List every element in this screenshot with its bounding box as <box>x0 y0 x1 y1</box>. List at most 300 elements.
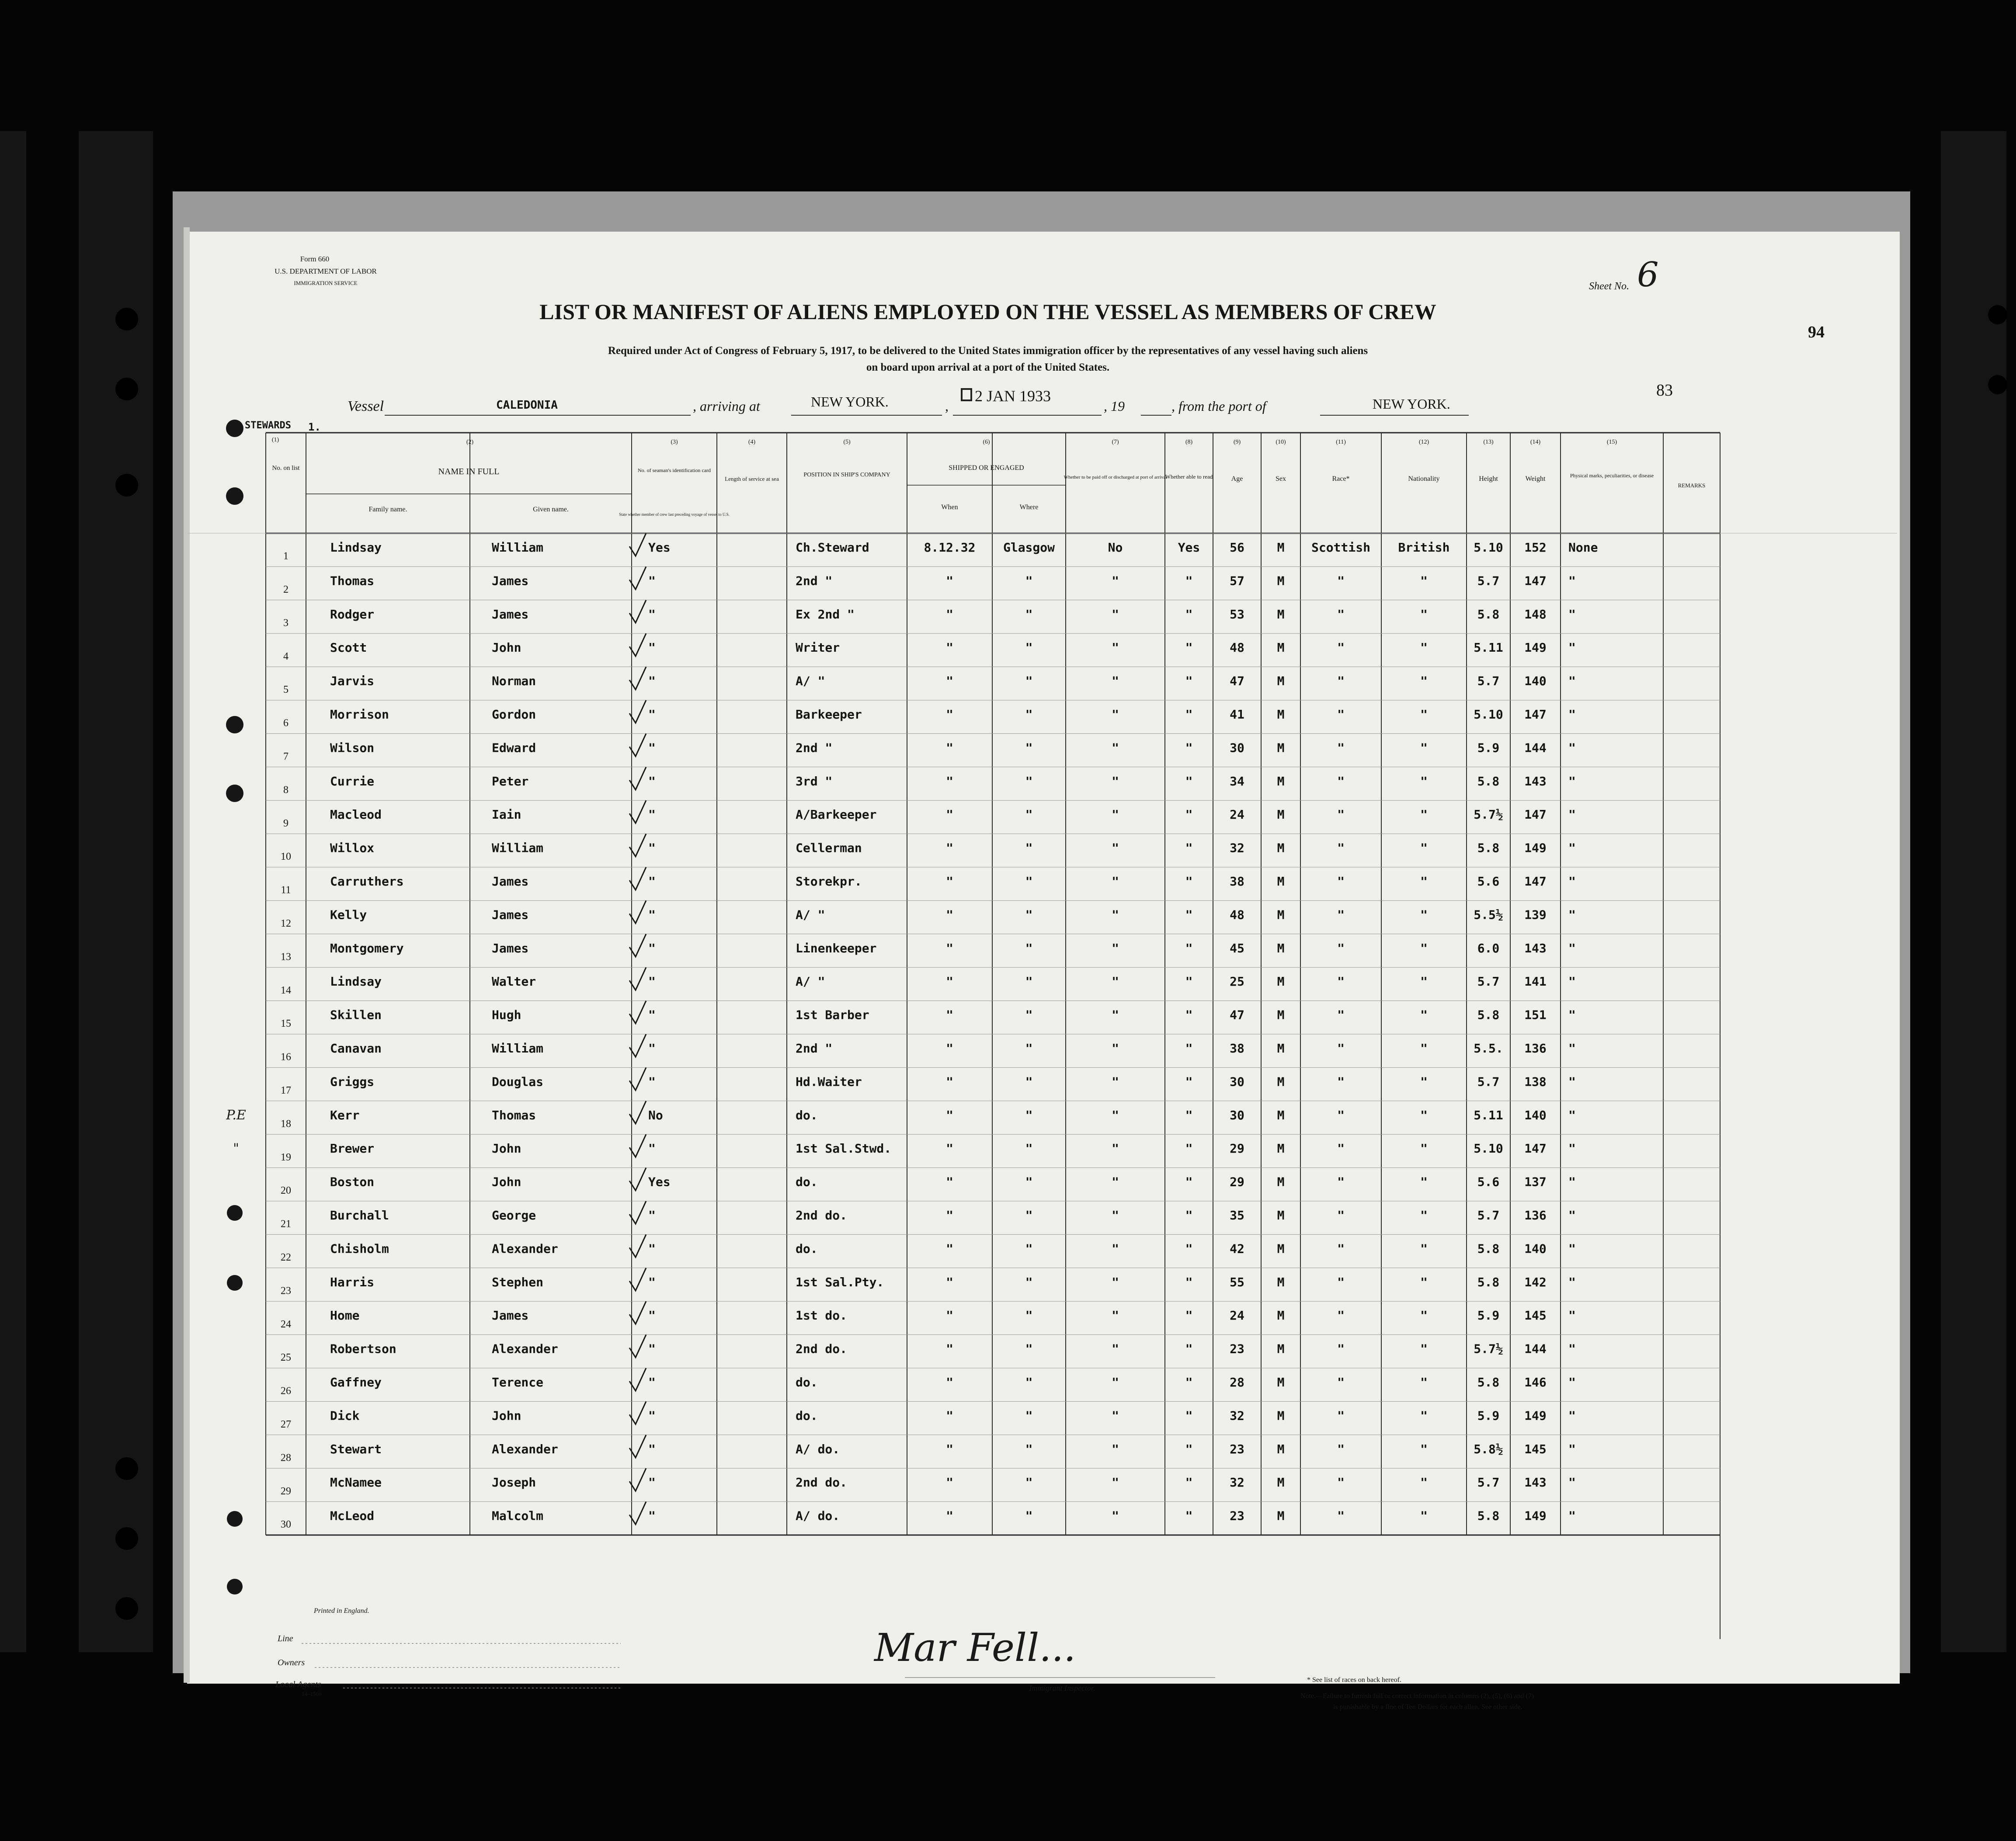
printed-in-note: Printed in England. <box>314 1607 369 1615</box>
cell-family: Scott <box>330 640 367 655</box>
cell-race: " <box>1337 640 1345 655</box>
cell-card: Yes <box>648 540 671 555</box>
cell-height: 6.0 <box>1477 941 1500 955</box>
cell-age: 45 <box>1230 941 1244 955</box>
col-3-note: State whether member of crew last preceding voyage of vessel to U.S. <box>619 512 730 517</box>
cell-card: " <box>648 807 656 822</box>
cell-card: " <box>648 740 656 755</box>
row-number: 7 <box>283 750 288 762</box>
row-number: 11 <box>281 884 291 896</box>
cell-card: " <box>648 1208 656 1223</box>
cell-paid: " <box>1112 1074 1119 1089</box>
cell-race: " <box>1337 774 1345 789</box>
cell-age: 35 <box>1230 1208 1244 1223</box>
stewards-number: 1. <box>308 421 321 433</box>
cell-when: " <box>946 1508 953 1523</box>
cell-race: " <box>1337 1508 1345 1523</box>
cell-position: Ex 2nd " <box>796 607 855 622</box>
cell-marks: " <box>1568 774 1576 789</box>
cell-marks: " <box>1568 1275 1576 1289</box>
cell-nationality: " <box>1420 841 1428 855</box>
cell-given: Walter <box>492 974 536 989</box>
cell-given: George <box>492 1208 536 1223</box>
cell-age: 48 <box>1230 907 1244 922</box>
cell-family: Gaffney <box>330 1375 382 1390</box>
cell-where: " <box>1025 1375 1033 1390</box>
cell-sex: M <box>1277 874 1285 889</box>
cell-age: 57 <box>1230 573 1244 588</box>
cell-age: 23 <box>1230 1341 1244 1356</box>
cell-where: " <box>1025 774 1033 789</box>
row-number: 27 <box>281 1418 291 1430</box>
cell-where: " <box>1025 1442 1033 1456</box>
cell-nationality: " <box>1420 1408 1428 1423</box>
cell-nationality: " <box>1420 1241 1428 1256</box>
cell-race: " <box>1337 1375 1345 1390</box>
cell-when: " <box>946 707 953 722</box>
col-6-number: (6) <box>983 439 990 445</box>
inspector-label: Immigrant Inspector. <box>1029 1684 1095 1692</box>
sheet-label: Sheet No. <box>1589 281 1629 292</box>
margin-page-number: 94 <box>1808 323 1825 341</box>
row-number: 15 <box>281 1018 291 1030</box>
cell-read: " <box>1185 740 1193 755</box>
cell-position: A/ " <box>796 907 825 922</box>
cell-weight: 140 <box>1524 1108 1547 1122</box>
cell-age: 56 <box>1230 540 1244 555</box>
cell-card: " <box>648 774 656 789</box>
cell-weight: 149 <box>1524 640 1547 655</box>
cell-height: 5.8 <box>1477 1508 1500 1523</box>
cell-family: Skillen <box>330 1007 382 1022</box>
col-14-number: (14) <box>1530 439 1541 445</box>
cell-nationality: " <box>1420 1007 1428 1022</box>
cell-race: " <box>1337 1241 1345 1256</box>
year-label: , 19 <box>1104 398 1125 414</box>
cell-given: Edward <box>492 740 536 755</box>
cell-when: " <box>946 1108 953 1122</box>
col-3-number: (3) <box>671 439 678 445</box>
cell-paid: " <box>1112 1508 1119 1523</box>
cell-position: Hd.Waiter <box>796 1074 862 1089</box>
cell-family: Kerr <box>330 1108 360 1122</box>
row-number: 30 <box>281 1519 291 1531</box>
col-9-number: (9) <box>1233 439 1241 445</box>
cell-given: Iain <box>492 807 521 822</box>
cell-read: " <box>1185 1341 1193 1356</box>
cell-family: Home <box>330 1308 360 1323</box>
cell-card: " <box>648 1475 656 1490</box>
cell-race: " <box>1337 1308 1345 1323</box>
cell-position: do. <box>796 1174 818 1189</box>
cell-given: James <box>492 907 529 922</box>
cell-marks: " <box>1568 1341 1576 1356</box>
cell-marks: " <box>1568 907 1576 922</box>
cell-paid: " <box>1112 1475 1119 1490</box>
cell-when: " <box>946 740 953 755</box>
col-6-label: SHIPPED OR ENGAGED <box>949 464 1024 472</box>
cell-paid: " <box>1112 1208 1119 1223</box>
cell-paid: " <box>1112 1408 1119 1423</box>
form-title: LIST OR MANIFEST OF ALIENS EMPLOYED ON THE VESSEL AS MEMBERS OF CREW <box>539 299 1436 324</box>
cell-given: Hugh <box>492 1007 521 1022</box>
cell-nationality: British <box>1398 540 1450 555</box>
cell-given: John <box>492 1141 521 1156</box>
cell-sex: M <box>1277 974 1285 989</box>
cell-read: " <box>1185 573 1193 588</box>
cell-paid: " <box>1112 1375 1119 1390</box>
cell-marks: " <box>1568 1174 1576 1189</box>
row-number: 26 <box>281 1385 291 1397</box>
col-14-label: Weight <box>1525 475 1546 483</box>
col-13-number: (13) <box>1483 439 1494 445</box>
cell-height: 5.7 <box>1477 974 1500 989</box>
cell-paid: " <box>1112 941 1119 955</box>
cell-sex: M <box>1277 1108 1285 1122</box>
cell-family: Griggs <box>330 1074 375 1089</box>
cell-marks: " <box>1568 1208 1576 1223</box>
cell-paid: " <box>1112 740 1119 755</box>
cell-position: A/ do. <box>796 1508 840 1523</box>
cell-height: 5.8 <box>1477 774 1500 789</box>
cell-when: " <box>946 674 953 688</box>
cell-paid: " <box>1112 974 1119 989</box>
cell-where: " <box>1025 1241 1033 1256</box>
cell-nationality: " <box>1420 1208 1428 1223</box>
cell-where: " <box>1025 674 1033 688</box>
cell-sex: M <box>1277 807 1285 822</box>
cell-card: No <box>648 1108 663 1122</box>
cell-height: 5.8 <box>1477 1275 1500 1289</box>
cell-read: " <box>1185 1108 1193 1122</box>
cell-sex: M <box>1277 1408 1285 1423</box>
cell-where: " <box>1025 1508 1033 1523</box>
cell-when: " <box>946 1074 953 1089</box>
cell-nationality: " <box>1420 640 1428 655</box>
cell-given: Stephen <box>492 1275 544 1289</box>
cell-family: Kelly <box>330 907 367 922</box>
cell-weight: 149 <box>1524 1408 1547 1423</box>
cell-height: 5.7 <box>1477 1074 1500 1089</box>
cell-paid: " <box>1112 607 1119 622</box>
cell-nationality: " <box>1420 1275 1428 1289</box>
cell-marks: " <box>1568 640 1576 655</box>
cell-when: " <box>946 640 953 655</box>
cell-nationality: " <box>1420 1141 1428 1156</box>
cell-when: " <box>946 607 953 622</box>
cell-sex: M <box>1277 740 1285 755</box>
col-7-number: (7) <box>1112 439 1119 445</box>
cell-height: 5.7 <box>1477 674 1500 688</box>
cell-paid: " <box>1112 1007 1119 1022</box>
cell-height: 5.9 <box>1477 1408 1500 1423</box>
cell-paid: " <box>1112 774 1119 789</box>
cell-given: Alexander <box>492 1442 558 1456</box>
remarks-label: REMARKS <box>1678 482 1706 489</box>
col-7-label: Whether to be paid off or discharged at port of arrival <box>1064 475 1167 480</box>
cell-weight: 144 <box>1524 1341 1547 1356</box>
cell-card: " <box>648 1041 656 1056</box>
cell-race: " <box>1337 1007 1345 1022</box>
cell-where: " <box>1025 1108 1033 1122</box>
cell-card: " <box>648 1408 656 1423</box>
cell-height: 5.9 <box>1477 1308 1500 1323</box>
cell-race: " <box>1337 1208 1345 1223</box>
cell-position: A/ " <box>796 974 825 989</box>
cell-race: " <box>1337 874 1345 889</box>
cell-age: 34 <box>1230 774 1244 789</box>
cell-weight: 152 <box>1524 540 1547 555</box>
cell-marks: " <box>1568 974 1576 989</box>
col-8-label: Whether able to read <box>1165 473 1213 480</box>
inspector-signature: Mar Fell... <box>874 1625 1076 1670</box>
cell-given: James <box>492 941 529 955</box>
cell-position: do. <box>796 1375 818 1390</box>
cell-paid: " <box>1112 874 1119 889</box>
cell-sex: M <box>1277 841 1285 855</box>
row-number: 23 <box>281 1285 291 1297</box>
cell-where: " <box>1025 907 1033 922</box>
row-number: 22 <box>281 1251 291 1263</box>
cell-race: " <box>1337 740 1345 755</box>
cell-nationality: " <box>1420 907 1428 922</box>
col-4-number: (4) <box>748 439 756 445</box>
cell-paid: " <box>1112 841 1119 855</box>
cell-card: " <box>648 707 656 722</box>
cell-age: 28 <box>1230 1375 1244 1390</box>
cell-nationality: " <box>1420 874 1428 889</box>
cell-race: " <box>1337 707 1345 722</box>
cell-where: " <box>1025 974 1033 989</box>
row-number: 8 <box>283 784 288 796</box>
cell-read: " <box>1185 1375 1193 1390</box>
cell-card: " <box>648 1508 656 1523</box>
cell-paid: " <box>1112 1275 1119 1289</box>
cell-card: " <box>648 1007 656 1022</box>
cell-nationality: " <box>1420 1341 1428 1356</box>
cell-read: " <box>1185 1241 1193 1256</box>
col-2-number: (2) <box>466 439 474 445</box>
cell-age: 47 <box>1230 1007 1244 1022</box>
cell-age: 23 <box>1230 1508 1244 1523</box>
cell-family: Rodger <box>330 607 375 622</box>
cell-age: 23 <box>1230 1442 1244 1456</box>
cell-when: " <box>946 1174 953 1189</box>
cell-marks: " <box>1568 707 1576 722</box>
cell-paid: " <box>1112 1174 1119 1189</box>
cell-family: Morrison <box>330 707 389 722</box>
cell-height: 5.10 <box>1474 540 1503 555</box>
row-number: 6 <box>283 717 288 729</box>
cell-nationality: " <box>1420 707 1428 722</box>
cell-weight: 147 <box>1524 573 1547 588</box>
races-note: * See list of races on back hereof. <box>1307 1676 1401 1684</box>
cell-where: " <box>1025 807 1033 822</box>
cell-weight: 147 <box>1524 807 1547 822</box>
cell-sex: M <box>1277 1442 1285 1456</box>
cell-marks: " <box>1568 874 1576 889</box>
arriving-label: , arriving at <box>693 398 760 414</box>
cell-given: Alexander <box>492 1341 558 1356</box>
cell-weight: 148 <box>1524 607 1547 622</box>
cell-where: " <box>1025 1141 1033 1156</box>
film-strip-right <box>1941 131 2006 1652</box>
cell-read: " <box>1185 707 1193 722</box>
cell-age: 41 <box>1230 707 1244 722</box>
cell-family: Lindsay <box>330 540 382 555</box>
cell-nationality: " <box>1420 573 1428 588</box>
cell-weight: 147 <box>1524 1141 1547 1156</box>
cell-age: 25 <box>1230 974 1244 989</box>
cell-given: Alexander <box>492 1241 558 1256</box>
cell-read: " <box>1185 640 1193 655</box>
cell-when: " <box>946 907 953 922</box>
cell-race: " <box>1337 1174 1345 1189</box>
cell-sex: M <box>1277 1341 1285 1356</box>
cell-weight: 147 <box>1524 707 1547 722</box>
cell-paid: No <box>1108 540 1123 555</box>
cell-height: 5.6 <box>1477 874 1500 889</box>
cell-race: " <box>1337 607 1345 622</box>
cell-race: " <box>1337 1108 1345 1122</box>
cell-read: " <box>1185 1275 1193 1289</box>
cell-position: 1st Sal.Stwd. <box>796 1141 892 1156</box>
cell-read: " <box>1185 807 1193 822</box>
cell-when: " <box>946 1308 953 1323</box>
cell-age: 32 <box>1230 1408 1244 1423</box>
cell-race: " <box>1337 1475 1345 1490</box>
col-3-label: No. of seaman's identification card <box>637 467 711 473</box>
cell-paid: " <box>1112 1308 1119 1323</box>
cell-family: Macleod <box>330 807 382 822</box>
stewards-label: STEWARDS <box>245 420 291 431</box>
cell-card: " <box>648 941 656 955</box>
row-number: 19 <box>281 1151 291 1163</box>
cell-nationality: " <box>1420 674 1428 688</box>
cell-given: William <box>492 540 544 555</box>
cell-sex: M <box>1277 1475 1285 1490</box>
col-1-label: No. on list <box>272 465 300 472</box>
cell-race: " <box>1337 941 1345 955</box>
cell-sex: M <box>1277 1308 1285 1323</box>
cell-family: Thomas <box>330 573 375 588</box>
cell-weight: 145 <box>1524 1442 1547 1456</box>
from-label: , from the port of <box>1171 398 1266 414</box>
cell-race: " <box>1337 1275 1345 1289</box>
cell-sex: M <box>1277 1208 1285 1223</box>
cell-when: " <box>946 1141 953 1156</box>
cell-weight: 136 <box>1524 1041 1547 1056</box>
cell-sex: M <box>1277 674 1285 688</box>
cell-height: 5.5½ <box>1474 907 1503 922</box>
vessel-label: Vessel <box>348 398 384 414</box>
cell-weight: 143 <box>1524 1475 1547 1490</box>
col-2-family-label: Family name. <box>368 506 407 513</box>
cell-nationality: " <box>1420 1375 1428 1390</box>
col-2-given-label: Given name. <box>533 506 569 513</box>
cell-position: 1st Sal.Pty. <box>796 1275 884 1289</box>
cell-family: Burchall <box>330 1208 389 1223</box>
cell-given: William <box>492 841 544 855</box>
cell-sex: M <box>1277 1174 1285 1189</box>
cell-given: John <box>492 1408 521 1423</box>
cell-read: " <box>1185 1041 1193 1056</box>
cell-read: Yes <box>1178 540 1200 555</box>
cell-when: " <box>946 1341 953 1356</box>
cell-position: do. <box>796 1408 818 1423</box>
cell-given: John <box>492 1174 521 1189</box>
line-label: Line <box>278 1634 293 1643</box>
cell-read: " <box>1185 907 1193 922</box>
cell-weight: 151 <box>1524 1007 1547 1022</box>
cell-where: " <box>1025 1475 1033 1490</box>
cell-weight: 137 <box>1524 1174 1547 1189</box>
cell-marks: " <box>1568 674 1576 688</box>
cell-family: Jarvis <box>330 674 375 688</box>
from-port: NEW YORK. <box>1373 396 1450 412</box>
cell-height: 5.7 <box>1477 1475 1500 1490</box>
cell-height: 5.5. <box>1474 1041 1503 1056</box>
cell-card: " <box>648 1141 656 1156</box>
cell-given: Thomas <box>492 1108 536 1122</box>
cell-weight: 140 <box>1524 674 1547 688</box>
col-12-number: (12) <box>1418 439 1429 445</box>
cell-weight: 144 <box>1524 740 1547 755</box>
cell-read: " <box>1185 974 1193 989</box>
row-number: 12 <box>281 917 291 929</box>
cell-sex: M <box>1277 907 1285 922</box>
cell-given: Gordon <box>492 707 536 722</box>
cell-weight: 146 <box>1524 1375 1547 1390</box>
cell-marks: " <box>1568 607 1576 622</box>
cell-when: " <box>946 573 953 588</box>
cell-card: " <box>648 573 656 588</box>
cell-weight: 143 <box>1524 774 1547 789</box>
cell-where: " <box>1025 1208 1033 1223</box>
cell-race: " <box>1337 674 1345 688</box>
cell-when: " <box>946 1408 953 1423</box>
cell-marks: " <box>1568 841 1576 855</box>
cell-sex: M <box>1277 573 1285 588</box>
cell-weight: 143 <box>1524 941 1547 955</box>
cell-given: Norman <box>492 674 536 688</box>
row-number: 9 <box>283 817 288 829</box>
row-number: 25 <box>281 1352 291 1364</box>
cell-race: " <box>1337 974 1345 989</box>
cell-sex: M <box>1277 640 1285 655</box>
margin-note-ditto: " <box>233 1141 239 1157</box>
cell-card: " <box>648 674 656 688</box>
col-10-number: (10) <box>1276 439 1286 445</box>
col-6-where-label: Where <box>1019 504 1039 511</box>
cell-height: 5.7½ <box>1474 1341 1503 1356</box>
cell-sex: M <box>1277 1074 1285 1089</box>
col-1-number: (1) <box>271 437 279 443</box>
cell-read: " <box>1185 1508 1193 1523</box>
col-9-label: Age <box>1231 475 1243 483</box>
cell-where: " <box>1025 941 1033 955</box>
cell-where: " <box>1025 1174 1033 1189</box>
cell-weight: 141 <box>1524 974 1547 989</box>
agents-code: 14–1560 <box>302 1691 322 1697</box>
cell-marks: None <box>1568 540 1598 555</box>
cell-when: 8.12.32 <box>924 540 976 555</box>
cell-family: Boston <box>330 1174 375 1189</box>
cell-family: Brewer <box>330 1141 375 1156</box>
col-15-label: Physical marks, peculiarities, or disease <box>1570 472 1654 479</box>
cell-sex: M <box>1277 707 1285 722</box>
cell-race: " <box>1337 841 1345 855</box>
